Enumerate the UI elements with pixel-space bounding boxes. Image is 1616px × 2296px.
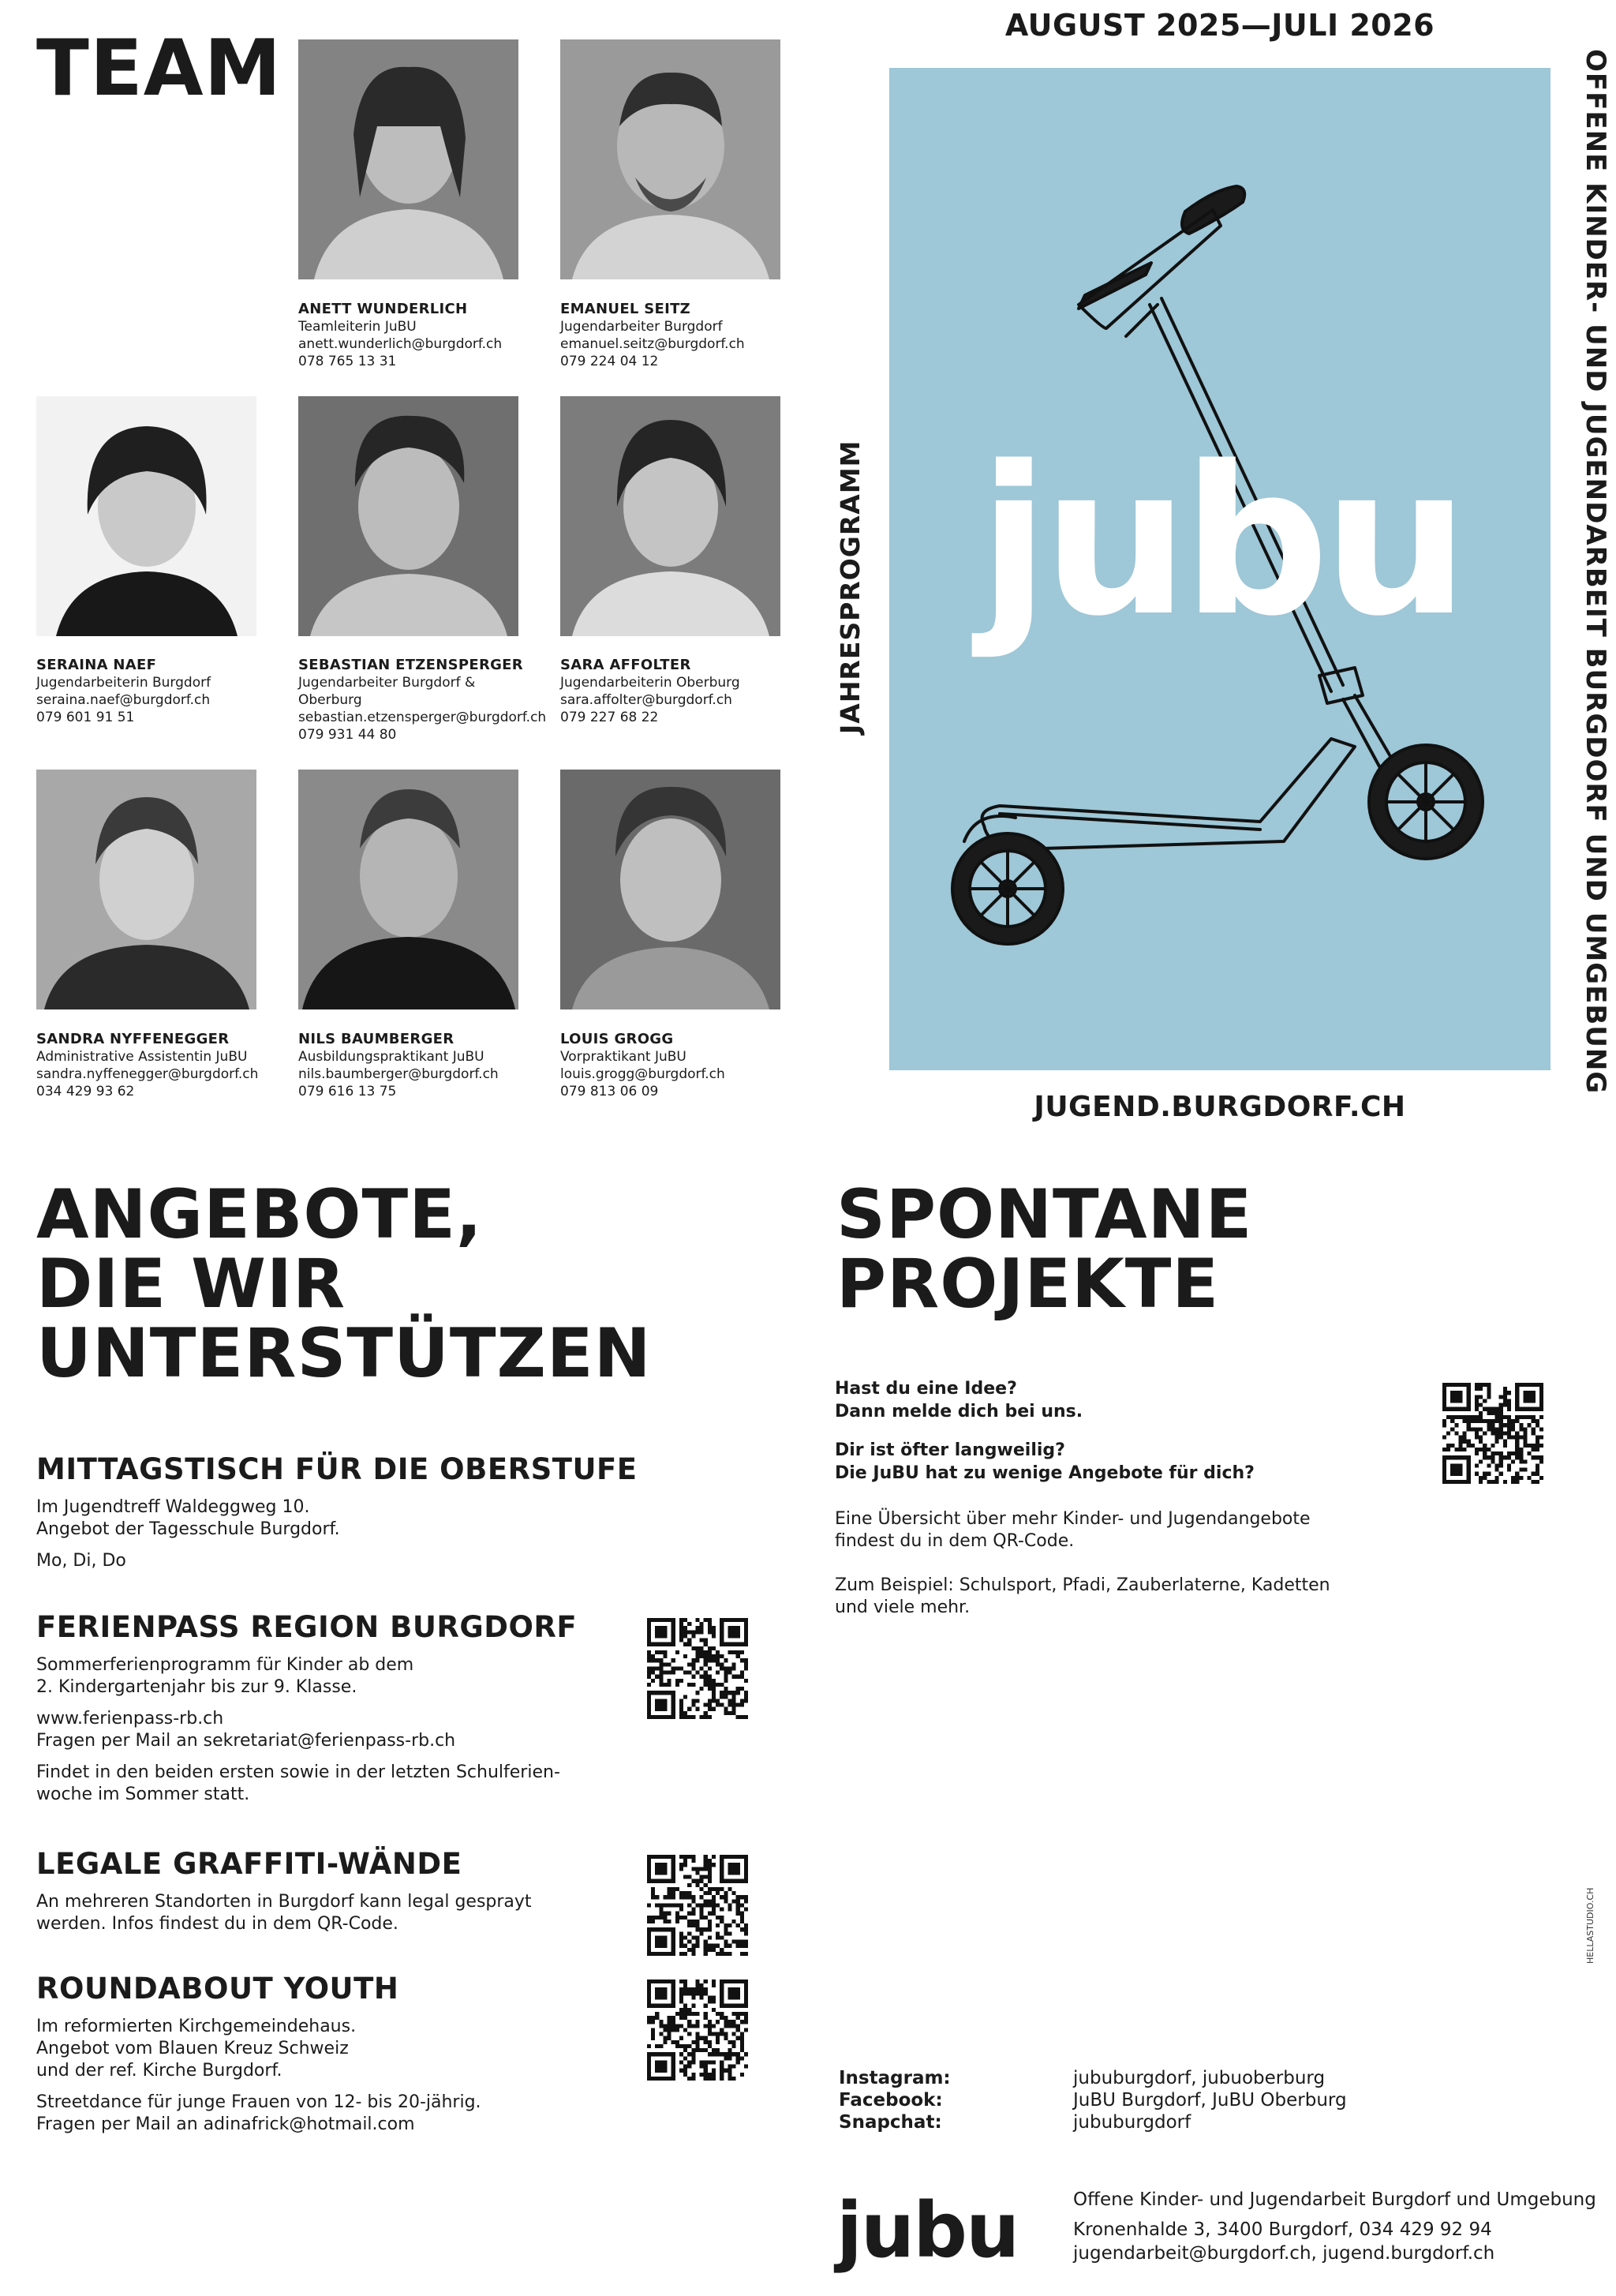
team-member-info [36, 1031, 289, 1100]
team-member-info [560, 301, 813, 370]
section-mittagstisch: MITTAGSTISCH FÜR DIE OBERSTUFE Im Jugendtreff Waldeggweg 10. Angebot der Tagesschule Burgdorf. Mo, Di, Do [36, 1452, 652, 1572]
portrait-photo [36, 396, 256, 636]
team-member-info [298, 301, 551, 370]
member-role: Ausbildungspraktikant JuBU [298, 1049, 484, 1065]
team-member-info [560, 657, 813, 726]
member-email[interactable]: seraina.naef@burgdorf.ch [36, 692, 211, 708]
cover-logo: jubu [978, 423, 1463, 661]
member-phone: 079 601 91 51 [36, 710, 135, 725]
front-wheel [1369, 745, 1483, 859]
section-roundabout: ROUNDABOUT YOUTH Im reformierten Kirchgemeindehaus. Angebot vom Blauen Kreuz Schweiz und der ref. Kirche Burgdorf. Streetdance für junge Frauen von 12- bis 20-jährig. Fragen per Mail an adinafrick@hotmail.com [36, 1972, 636, 2136]
member-phone: 034 429 93 62 [36, 1084, 135, 1099]
portrait-photo [560, 39, 780, 279]
design-credit: HELLASTUDIO.CH [1585, 1887, 1595, 1964]
member-name: ANETT WUNDERLICH [298, 301, 468, 317]
member-name: SERAINA NAEF [36, 657, 157, 673]
team-heading: TEAM [36, 24, 282, 114]
jahresprogramm-label: JAHRESPROGRAMM [835, 440, 866, 734]
member-role: Jugendarbeiterin Burgdorf [36, 675, 211, 691]
member-email[interactable]: emanuel.seitz@burgdorf.ch [560, 336, 745, 352]
instagram-link[interactable]: jububurgdorf, jubuoberburg [1073, 2068, 1326, 2088]
portrait-photo [298, 396, 518, 636]
section-heading: FERIENPASS REGION BURGDORF [36, 1610, 578, 1644]
member-name: SANDRA NYFFENEGGER [36, 1031, 230, 1047]
section-graffiti: LEGALE GRAFFITI-WÄNDE An mehreren Standorten in Burgdorf kann legal gesprayt werden. Infos findest du in dem QR-Code. [36, 1847, 636, 1935]
member-name: SEBASTIAN ETZENSPERGER [298, 657, 523, 673]
ferienpass-url[interactable]: www.ferienpass-rb.ch [36, 1709, 224, 1729]
snapchat-link[interactable]: jububurgdorf [1073, 2112, 1191, 2133]
member-name: EMANUEL SEITZ [560, 301, 691, 317]
qr-code-angebote[interactable] [1442, 1383, 1543, 1484]
member-phone: 079 616 13 75 [298, 1084, 397, 1099]
team-member-info [36, 657, 289, 726]
website-url[interactable]: JUGEND.BURGDORF.CH [1034, 1091, 1406, 1123]
portrait-photo [560, 396, 780, 636]
facebook-link[interactable]: JuBU Burgdorf, JuBU Oberburg [1073, 2090, 1347, 2111]
rear-wheel [952, 833, 1063, 944]
member-email[interactable]: sebastian.etzensperger@burgdorf.ch [298, 710, 547, 725]
footer-contact[interactable]: jugendarbeit@burgdorf.ch, jugend.burgdorf.ch [1073, 2243, 1495, 2264]
member-role: Teamleiterin JuBU [298, 319, 417, 335]
cover-panel [889, 68, 1551, 1070]
ferienpass-mail[interactable]: Fragen per Mail an sekretariat@ferienpass-rb.ch [36, 1731, 456, 1751]
date-range: AUGUST 2025—JULI 2026 [1004, 8, 1435, 43]
portrait-photo [298, 770, 518, 1009]
social-labels: Instagram: Facebook: Snapchat: [839, 2068, 951, 2133]
angebote-heading: ANGEBOTE, DIE WIR UNTERSTÜTZEN [36, 1175, 652, 1393]
member-phone: 078 765 13 31 [298, 354, 397, 369]
member-name: NILS BAUMBERGER [298, 1031, 454, 1047]
member-email[interactable]: sandra.nyffenegger@burgdorf.ch [36, 1066, 259, 1082]
team-member-info [298, 1031, 551, 1100]
portrait-photo [298, 39, 518, 279]
member-role: Jugendarbeiter Burgdorf [560, 319, 723, 335]
member-phone: 079 931 44 80 [298, 727, 397, 743]
qr-code-graffiti[interactable] [647, 1855, 748, 1956]
member-name: SARA AFFOLTER [560, 657, 691, 673]
member-email[interactable]: louis.grogg@burgdorf.ch [560, 1066, 725, 1082]
team-member-info [298, 657, 547, 743]
qr-code-roundabout[interactable] [647, 1980, 748, 2081]
member-phone: 079 224 04 12 [560, 354, 659, 369]
section-heading: LEGALE GRAFFITI-WÄNDE [36, 1847, 462, 1881]
qr-code-ferienpass[interactable] [647, 1618, 748, 1719]
spontane-body: Hast du eine Idee? Dann melde dich bei uns. Dir ist öfter langweilig? Die JuBU hat zu wenige Angebote für dich? Eine Übersicht über mehr Kinder- und Jugendangebote findest du in dem QR-Code. Zum Beispiel: Schulsport, Pfadi, Zauberlaterne, Kadetten und viele mehr. [835, 1379, 1330, 1617]
member-phone: 079 813 06 09 [560, 1084, 659, 1099]
member-phone: 079 227 68 22 [560, 710, 659, 725]
member-name: LOUIS GROGG [560, 1031, 674, 1047]
portrait-photo [36, 770, 256, 1009]
member-role: Jugendarbeiterin Oberburg [560, 675, 740, 691]
side-title: OFFENE KINDER- UND JUGENDARBEIT BURGDORF UND UMGEBUNG [1580, 49, 1611, 1095]
member-role: Administrative Assistentin JuBU [36, 1049, 248, 1065]
member-role: Jugendarbeiter Burgdorf & Oberburg [298, 675, 476, 708]
section-ferienpass: FERIENPASS REGION BURGDORF Sommerferienprogramm für Kinder ab dem 2. Kindergartenjahr bis zur 9. Klasse. www.ferienpass-rb.ch Fragen per Mail an sekretariat@ferienpass-rb.ch Findet in den beiden ersten sowie in der letzten Schulferien- woche im Sommer statt. [36, 1610, 636, 1806]
team-member-info [560, 1031, 813, 1100]
social-values [1073, 2067, 1347, 2133]
member-email[interactable]: sara.affolter@burgdorf.ch [560, 692, 732, 708]
scooter-illustration [889, 68, 1551, 1070]
portrait-photo [560, 770, 780, 1009]
section-heading: ROUNDABOUT YOUTH [36, 1972, 399, 2006]
footer-address: Offene Kinder- und Jugendarbeit Burgdorf und Umgebung Kronenhalde 3, 3400 Burgdorf, 034 429 92 94 jugendarbeit@burgdorf.ch, jugend.burgdorf.ch [1073, 2189, 1596, 2264]
spontane-heading: SPONTANE PROJEKTE [836, 1175, 1253, 1324]
section-heading: MITTAGSTISCH FÜR DIE OBERSTUFE [36, 1452, 638, 1486]
member-email[interactable]: anett.wunderlich@burgdorf.ch [298, 336, 503, 352]
roundabout-mail[interactable]: Fragen per Mail an adinafrick@hotmail.com [36, 2114, 415, 2134]
member-email[interactable]: nils.baumberger@burgdorf.ch [298, 1066, 499, 1082]
footer-logo: jubu [836, 2186, 1019, 2275]
member-role: Vorpraktikant JuBU [560, 1049, 686, 1065]
